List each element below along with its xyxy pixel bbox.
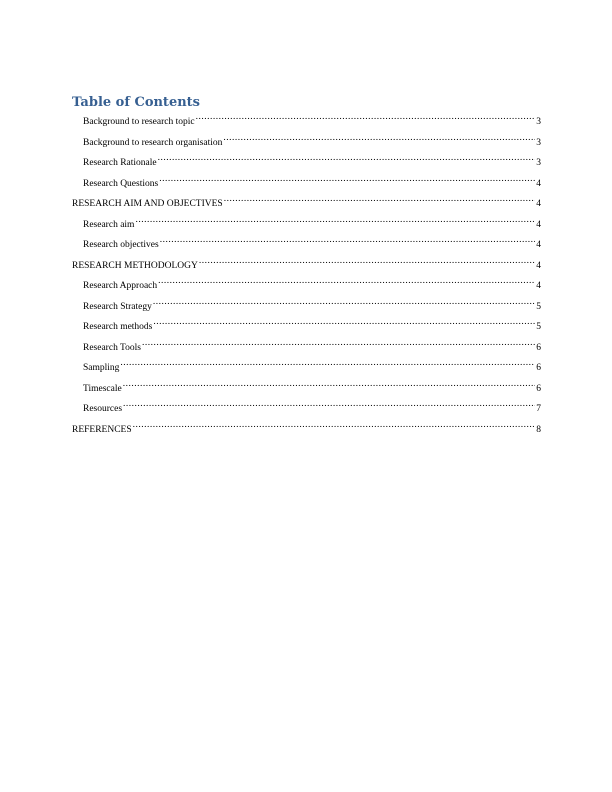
toc-entry-label: Background to research organisation (83, 137, 223, 148)
toc-dot-leader (153, 299, 535, 309)
toc-entry-label: Resources (83, 404, 123, 414)
toc-entry[interactable] (72, 360, 541, 381)
toc-entry-page-number: 4 (536, 260, 541, 271)
toc-entry-label: Background to research topic (83, 117, 195, 127)
toc-entry-label: Research objectives (83, 240, 159, 250)
toc-entry-label: Research Rationale (83, 158, 157, 168)
toc-entry[interactable] (72, 258, 541, 279)
toc-entry-label: Timescale (83, 383, 122, 394)
toc-entry[interactable] (72, 237, 541, 258)
toc-entry-page-number: 6 (536, 383, 541, 394)
toc-entry-label: Research Questions (83, 178, 159, 189)
toc-entry[interactable] (72, 217, 541, 238)
toc-entry-page-number: 4 (536, 219, 541, 230)
toc-entry[interactable] (72, 299, 541, 320)
toc-entry-page-number: 5 (536, 301, 541, 312)
toc-entry[interactable] (72, 114, 541, 135)
toc-entry[interactable] (72, 196, 541, 217)
toc-title: Table of Contents (72, 95, 200, 110)
toc-dot-leader (120, 360, 535, 370)
toc-entry-label: Research Approach (83, 281, 158, 291)
toc-dot-leader (135, 217, 535, 227)
toc-entry[interactable] (72, 319, 541, 340)
toc-entry[interactable] (72, 135, 541, 156)
toc-entry[interactable] (72, 401, 541, 422)
toc-entry-page-number: 6 (536, 363, 541, 373)
toc-dot-leader (160, 237, 536, 247)
toc-entry[interactable] (72, 155, 541, 176)
toc-dot-leader (158, 278, 535, 288)
toc-dot-leader (223, 135, 535, 145)
toc-entry-page-number: 6 (536, 342, 541, 353)
toc-dot-leader (123, 401, 535, 411)
toc-entry-page-number: 4 (536, 281, 541, 291)
toc-dot-leader (159, 176, 535, 186)
toc-entry[interactable] (72, 176, 541, 197)
toc-dot-leader (142, 340, 535, 350)
toc-entry-label: RESEARCH METHODOLOGY (72, 260, 198, 271)
toc-entry-page-number: 8 (536, 424, 541, 435)
toc-dot-leader (133, 422, 536, 432)
toc-entry-label: RESEARCH AIM AND OBJECTIVES (72, 199, 223, 209)
toc-list (72, 114, 541, 442)
toc-entry-page-number: 5 (536, 322, 541, 332)
toc-dot-leader (196, 114, 536, 124)
toc-entry-label: Research Strategy (83, 301, 152, 312)
toc-entry-page-number: 7 (536, 404, 541, 414)
toc-entry[interactable] (72, 422, 541, 443)
toc-entry-label: Research methods (83, 322, 153, 332)
toc-entry-label: Research aim (83, 219, 135, 230)
toc-dot-leader (153, 319, 535, 329)
toc-entry-page-number: 3 (536, 158, 541, 168)
toc-dot-leader (158, 155, 536, 165)
toc-entry-page-number: 3 (536, 117, 541, 127)
toc-entry-page-number: 3 (536, 137, 541, 148)
toc-entry[interactable] (72, 340, 541, 361)
toc-entry-page-number: 4 (536, 240, 541, 250)
toc-dot-leader (224, 196, 536, 206)
toc-entry-label: Sampling (83, 363, 120, 373)
toc-entry-page-number: 4 (536, 178, 541, 189)
toc-entry[interactable] (72, 278, 541, 299)
toc-entry[interactable] (72, 381, 541, 402)
toc-entry-label: REFERENCES (72, 424, 132, 435)
toc-dot-leader (123, 381, 536, 391)
toc-dot-leader (199, 258, 535, 268)
toc-entry-page-number: 4 (536, 199, 541, 209)
toc-entry-label: Research Tools (83, 342, 141, 353)
